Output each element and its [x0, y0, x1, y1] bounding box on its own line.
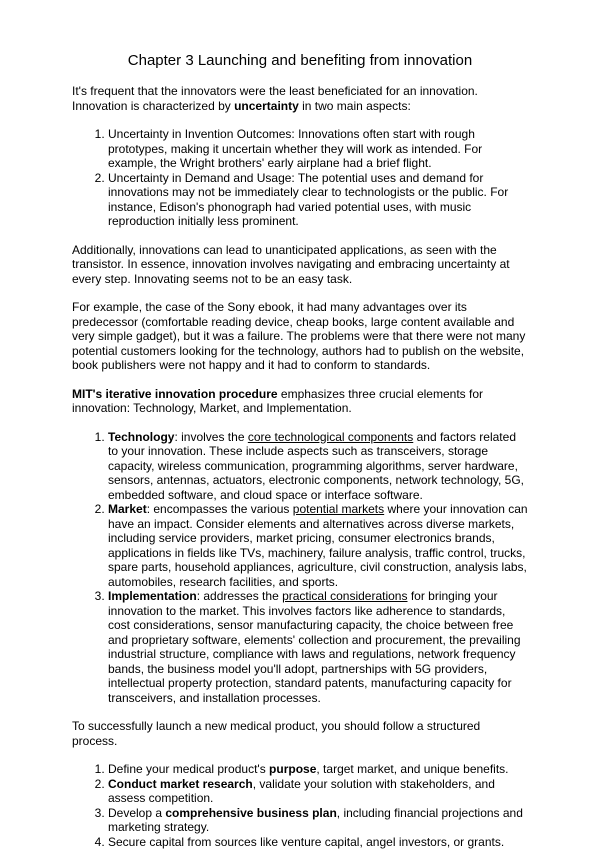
launch-steps-list: [72, 762, 528, 849]
underlined-phrase: practical considerations: [282, 589, 407, 603]
item-text: : involves the: [174, 430, 247, 444]
bold-phrase: Conduct market research: [108, 777, 253, 791]
term-technology: Technology: [108, 430, 174, 444]
intro-line-1: It's frequent that the innovators were the least beneficiated for an innovation.: [72, 84, 478, 98]
list-item-market: [108, 502, 528, 589]
mit-paragraph-rest: emphasizes three crucial elements for innovation: Technology, Market, and Implementation.: [72, 387, 483, 416]
list-item: [108, 762, 528, 777]
intro-line-2-end: in two main aspects:: [299, 99, 411, 113]
item-text: , target market, and unique benefits.: [316, 762, 508, 776]
mit-elements-list: [72, 430, 528, 706]
page-title: Chapter 3 Launching and benefiting from innovation: [72, 52, 528, 70]
launch-paragraph: To successfully launch a new medical product, you should follow a structured process.: [72, 719, 528, 748]
sony-paragraph: For example, the case of the Sony ebook, it had many advantages over its predecessor (comfortable reading device, cheap books, large content available and very simple gadget), but it was a failure. The problems were that there were not many potential customers looking for the technology, authors had to publish on the website, book publishers were not happy and it had to conform to standards.: [72, 300, 528, 373]
underlined-phrase: potential markets: [293, 502, 384, 516]
additionally-paragraph: Additionally, innovations can lead to unanticipated applications, as seen with the transistor. In essence, innovation involves navigating and embracing uncertainty at every step. Innovating seems not to be an easy task.: [72, 243, 528, 287]
list-item-implementation: [108, 589, 528, 705]
item-text: Secure capital from sources like venture capital, angel investors, or grants.: [108, 835, 504, 849]
item-text: : addresses the: [197, 589, 282, 603]
item-text: Define your medical product's: [108, 762, 269, 776]
item-text: , including financial projections and marketing strategy.: [108, 806, 523, 835]
term-market: Market: [108, 502, 147, 516]
item-text: for bringing your innovation to the market. This involves factors like adherence to standards, cost considerations, sensor manufacturing capacity, the choice between free and proprietary software, elements' collection and procurement, the prevailing industrial structure, compliance with laws and regulations, network frequency bands, the business model you'll adopt, partnerships with 5G providers, intellectual property protection, standard patents, manufacturing capacity for transceivers, and installation processes.: [108, 589, 521, 705]
mit-paragraph: [72, 387, 528, 416]
item-text: and factors related to your innovation. These include aspects such as transceivers, storage capacity, wireless communication, programming algorithms, server hardware, sensors, antennas, actuators, electronic components, network technology, 5G, embedded software, and cloud space or interface software.: [108, 430, 524, 502]
list-item: [108, 835, 528, 849]
term-implementation: Implementation: [108, 589, 197, 603]
item-text: : encompasses the various: [147, 502, 293, 516]
list-item: [108, 806, 528, 835]
list-item: 1. Uncertainty in Invention Outcomes: Innovations often start with rough prototypes, making it uncertain whether they will work as intended. For example, the Wright brothers' early airplane had a brief flight.: [108, 127, 528, 171]
item-text: where your innovation can have an impact. Consider elements and alternatives across diverse markets, including service providers, market pricing, consumer electronics brands, applications in fields like TVs, machinery, failure analysis, traffic control, trucks, spare parts, household appliances, agriculture, civil construction, analysis labs, automobiles, research facilities, and sports.: [108, 502, 528, 589]
list-item: 2. Uncertainty in Demand and Usage: The potential uses and demand for innovations may not be immediately clear to technologists or the public. For instance, Edison's phonograph had varied potential uses, with music reproduction initially less prominent.: [108, 171, 528, 229]
mit-procedure-term: MIT's iterative innovation procedure: [72, 387, 278, 401]
uncertainty-list: [72, 127, 528, 229]
bold-phrase: comprehensive business plan: [165, 806, 336, 820]
uncertainty-term: uncertainty: [234, 99, 299, 113]
item-text: , validate your solution with stakeholders, and assess competition.: [108, 777, 495, 806]
intro-line-2-start: Innovation is characterized by: [72, 99, 234, 113]
intro-paragraph: [72, 84, 528, 113]
item-text: Develop a: [108, 806, 165, 820]
bold-phrase: purpose: [269, 762, 316, 776]
list-item-technology: [108, 430, 528, 503]
list-item: [108, 777, 528, 806]
underlined-phrase: core technological components: [248, 430, 413, 444]
